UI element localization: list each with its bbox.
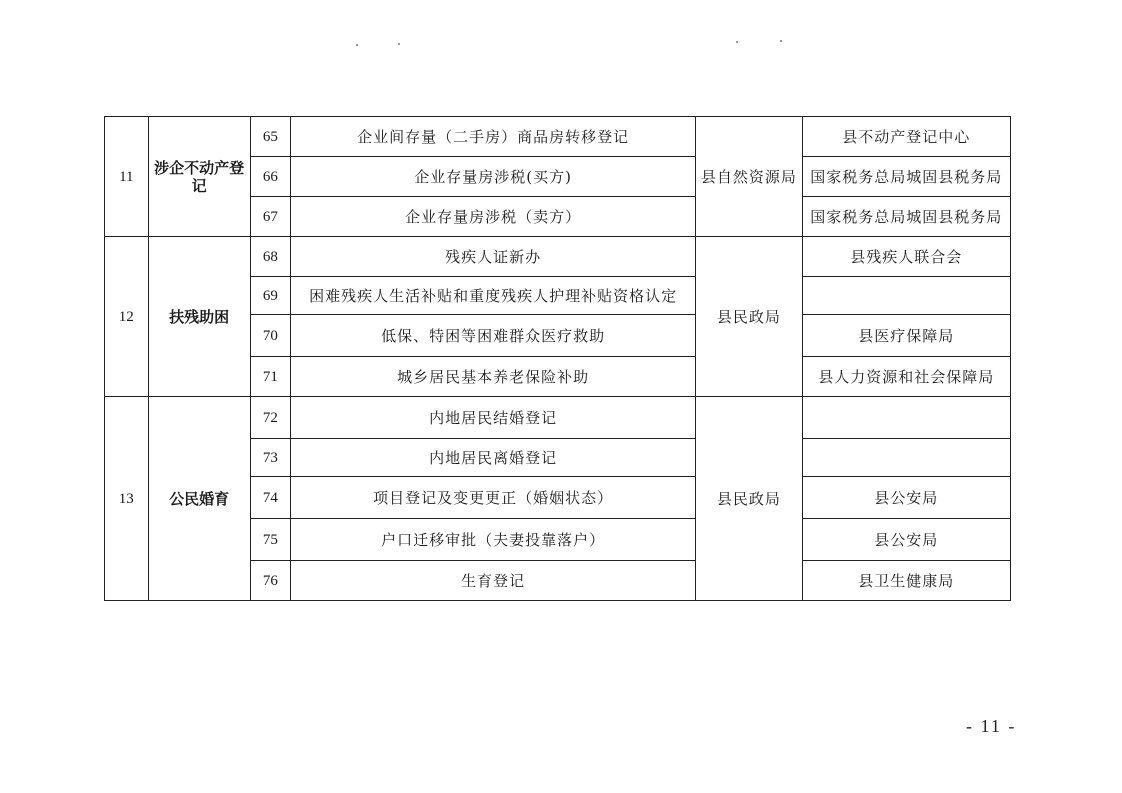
item-number: 72 (250, 397, 290, 439)
lead-department: 县民政局 (696, 237, 802, 397)
lead-department: 县民政局 (696, 397, 802, 601)
item-name: 城乡居民基本养老保险补助 (291, 357, 696, 397)
item-name: 生育登记 (291, 561, 696, 601)
scan-speck (780, 40, 782, 42)
item-name: 企业存量房涉税(买方) (291, 157, 696, 197)
category-number: 13 (105, 397, 149, 601)
item-name: 困难残疾人生活补贴和重度残疾人护理补贴资格认定 (291, 277, 696, 315)
co-department: 县人力资源和社会保障局 (802, 357, 1010, 397)
co-department: 县残疾人联合会 (802, 237, 1010, 277)
item-number: 68 (250, 237, 290, 277)
scan-speck (398, 43, 400, 45)
item-name: 企业存量房涉税（卖方） (291, 197, 696, 237)
co-department: 县医疗保障局 (802, 315, 1010, 357)
table-row (105, 237, 1011, 277)
co-department: 县不动产登记中心 (802, 117, 1010, 157)
item-number: 74 (250, 477, 290, 519)
item-number: 65 (250, 117, 290, 157)
category-name: 公民婚育 (148, 397, 250, 601)
item-name: 户口迁移审批（夫妻投靠落户） (291, 519, 696, 561)
co-department: 县卫生健康局 (802, 561, 1010, 601)
co-department (802, 277, 1010, 315)
page-number: - 11 - (966, 716, 1017, 736)
co-department: 县公安局 (802, 519, 1010, 561)
item-name: 内地居民离婚登记 (291, 439, 696, 477)
item-number: 71 (250, 357, 290, 397)
co-department (802, 439, 1010, 477)
item-number: 76 (250, 561, 290, 601)
category-name: 涉企不动产登记 (148, 117, 250, 237)
category-number: 11 (105, 117, 149, 237)
scan-speck (736, 41, 738, 43)
table-row (105, 397, 1011, 439)
co-department: 国家税务总局城固县税务局 (802, 157, 1010, 197)
item-number: 67 (250, 197, 290, 237)
item-number: 66 (250, 157, 290, 197)
category-number: 12 (105, 237, 149, 397)
scan-speck (356, 44, 358, 46)
item-number: 75 (250, 519, 290, 561)
category-name: 扶残助困 (148, 237, 250, 397)
item-number: 69 (250, 277, 290, 315)
item-name: 项目登记及变更更正（婚姻状态） (291, 477, 696, 519)
co-department: 县公安局 (802, 477, 1010, 519)
lead-department: 县自然资源局 (696, 117, 802, 237)
item-name: 企业间存量（二手房）商品房转移登记 (291, 117, 696, 157)
item-name: 低保、特困等困难群众医疗救助 (291, 315, 696, 357)
item-number: 73 (250, 439, 290, 477)
co-department (802, 397, 1010, 439)
item-name: 残疾人证新办 (291, 237, 696, 277)
service-table (104, 116, 1011, 601)
co-department: 国家税务总局城固县税务局 (802, 197, 1010, 237)
item-name: 内地居民结婚登记 (291, 397, 696, 439)
item-number: 70 (250, 315, 290, 357)
table-row (105, 117, 1011, 157)
